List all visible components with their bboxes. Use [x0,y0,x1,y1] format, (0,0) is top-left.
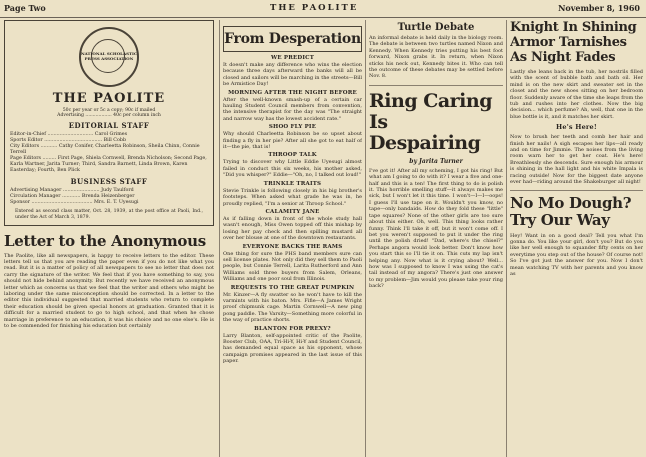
postal-entry: Entered as second class matter, Oct. 28, 1939, at the post office at Paoli, Ind., under the Act of March 3, 1879. [15,209,203,220]
advertising-rate-line: Advertising .................. 40c per column inch [57,113,161,118]
desperation-item-heading: EVERYONE BACKS THE RAMS [242,243,343,250]
desperation-item-text: As if falling down in front of the whole study hall wasn't enough, Miss Owen topped off this mishap by losing her pay check and then spilling mustard all over her blouse at one of the downtown restaurants. [223,215,362,242]
dough-headline: No Mo Dough? Try Our Way [510,193,632,229]
dough-body: Hey! Want in on a good deal? Tell you what I'm gonna do. You like your girl, don't you? But do you like her well enough to squander fifty cents on her everytime you step out of the house? Of course not! So I've got just the answer for you. Now I don't mean watching TV with her parents and you know as [510,232,643,277]
knight-headline: Knight In Shining Armor Tarnishes As Night Fades [510,20,637,65]
turtle-ring-column [369,20,503,457]
masthead-box [4,20,214,226]
desperation-column [223,20,362,457]
desperation-item-text: Larry Blanton, self-appointed critic of the Paolite, Booster Club, OAA, Tri-Hi-Y, Hi-Y and Student Council, has demanded equal space as his opponent, whose campaign promises appeared in the last issue of this paper. [223,332,362,365]
editorial-staff-entry: Editor-in-Chief .............................. Carol Grimes [10,132,128,137]
desperation-item-text: Why should Charleetta Robinson be so upset about finding a fly in her pie? After all she got to eat half of it—the pie, that is! [223,131,362,151]
press-association-seal [79,27,139,87]
subscription-line: 50c per year or 5c a copy; 90c if mailed [62,108,156,113]
desperation-item-text: Trying to discover why Little Eddie Uyesugi almost failed in conduct this six weeks, his mother asked, "Did you whisper?" Eddie—"Oh, no, I talked out loud!" [223,159,362,179]
ring-body: I've got it! After all my scheming, I got his ring! But what am I going to do with it? I wear a five and one-half and this is a ten! The first thing to do is polish it. This horrible smelling stuff—it always makes me sick, but I won't let it this time. I won't—I—I—oops! I guess I'll use tape on it. Wouldn't you know, no tape—only bandaids. How do they fold these "little" tape squares? None of the other girls are too sure about this either. Oh, well. This thing looks rather funny. Think I'll take it off, but it won't come off. I bet you weren't supposed to put it under the ring until the polish dried! "Dad, where's the chisel?" Perhaps angora would look better. Don't know how you start this so I'll tie it on. This cuts my lap isn't helping any. Now what is it crying about? Well... how was I supposed to know I was using the cat's tail instead of my angora? There's just one answer to my problem—Jim would you please take your ring back? [369,167,503,290]
section-divider [369,85,503,86]
masthead-column [4,20,214,457]
editorial-staff-heading: EDITORIAL STAFF [68,121,150,130]
page-number: Page Two [4,3,46,13]
section-divider [510,190,643,191]
anonymous-headline: Letter to the Anonymous [4,231,206,250]
turtle-headline: Turtle Debate [397,22,475,33]
desperation-item-text: After the well-known smash-up of a certain car hauling Student Council members from convention, the intensive therapist for the day was "The straight and narrow way has the lowest accident rate." [223,96,362,122]
business-staff-entry: Sponsor ........................................ Mrs. E. T. Uyesugi [10,200,139,205]
column-rule [506,20,507,457]
desperation-item-text: Mr. Kinzer—A fly swatter so he won't have to kill the varmints with his baton. Mrs. Fifie—A James Wright proof chipmunk cage. Martin Cornwell—A new ping pong paddle. The Varsity—Something more colorful in the way of practice shorts. [223,291,362,324]
turtle-body: An informal debate is held daily in the biology room. The debate is between two turtles named Nixon and Kennedy. When Kennedy tries putting his best foot forward, Nixon grabs it. In return, when Nixon sticks his neck out, Kennedy bites it. Who can tell the outcome of these debates may be settled before Nov. 8. [369,35,503,80]
desperation-item-heading: WE PREDICT [271,55,314,61]
desperation-item-text: Stevie Trinkle is following closely in his big brother's footsteps. When asked what grade he was in, he proudly replied, "I'm a senior at Throop School." [223,187,362,207]
business-staff-entry: Circulation Manager ............ Brenda Heizenberger [10,194,135,199]
desperation-item-heading: SHOO FLY PIE [268,124,317,131]
anonymous-body: The Paolite, like all newspapers, is happy to receive letters to the editor. These letters tell us that you are reading the paper even if you do not like what you read. But it is a matter of policy of all newspapers to see no letter that does not carry the signature of the writer. We feel that if you have something to say, you should not hide behind anonymity. But recently we have received an anonymous letter which as concerns us that we feel that the writer and others who might be laboring under the same misconception should be corrected. In a letter to the editor this individual suggested that married students who return to complete their education should be given special honors at graduation. Granted that it is difficult for a married student to go to high school, and that when he chose marriage in preference to an education, it was his choice and no one else's. He is to be commended for finishing his education but certainly [4,252,214,330]
ring-headline: Ring Caring Is Despairing [369,89,492,154]
knight-dough-column [510,20,643,457]
editorial-staff-entry: Page Editors ......... First Page, Shiela Cornwell, Brenda Nicholson; Second Page, Karla Wartner, Jarita Turner; Third, Sandra Barnett, Linda Brown, Karen Easterday; Fourth, Ben Plick [10,156,207,173]
desperation-item-heading: TRINKLE TRAITS [263,180,322,187]
paper-title: THE PAOLITE [270,3,359,13]
desperation-item-text: One thing for sure the PHS band members sure can sell license plates. Not only did they sell them to Paoli people, but Connie Terrell, Larita Rutherford and Ann Williams sold three buyers from Salem, Orleans, Williams and one poor soul from Illinois. [223,250,362,283]
desperation-item-heading: THROOP TALK [268,152,317,159]
desperation-item-heading: BLANTON FOR PREXY? [254,325,331,332]
editorial-staff-list [5,132,213,174]
knight-subhead: He's Here! [556,123,597,132]
seal-text: NATIONAL SCHOLASTIC PRESS ASSOCIATION [81,51,138,61]
knight-body: Lastly she leans back in the tub, her nostrils filled with the scent of bubble bath and bath oil. Her mind is on the new skirt and sweater set in the closet and the new shoes sitting on her bedroom floor. Suddenly aware of the time she leaps from the tub and rushes into her clothes. Now the big decision... which perfume? Ah, well, that one in the blue bottle is it, and it matches her skirt. [510,69,643,120]
desperation-item-text: It doesn't make any difference who wins the election because three days afterward the banks will all be closed and sailors will be marching in the streets—Bill be Armistice Day! [223,62,362,88]
editorial-staff-entry: Sports Editor ...................................... Bill Cobb [10,138,127,143]
desperation-item-heading: REQUESTS TO THE GREAT PUMPKIN [230,284,355,291]
desperation-items [223,55,362,365]
business-staff-list [5,188,213,206]
desperation-item-heading: MORNING AFTER THE NIGHT BEFORE [228,89,357,96]
business-staff-heading: BUSINESS STAFF [70,177,148,186]
desperation-item-heading: CALAMITY JANE [265,208,320,215]
desperation-headline: From Desperation [223,26,362,52]
column-rule [365,20,366,457]
knight-body-continued: Now to brush her teeth and comb her hair and finish her nails! A sigh escapes her lips—all ready and on time for Jimmie. The noises from the living room warn her to get her coat. He's here! Breathlessly she descends. Sure enough his armour is shining in the hall light and his white Impala is racing outside! Now for the biggest date anyone ever had—riding around the Shakeburger all night! [510,134,643,186]
business-staff-entry: Advertising Manager ........................ Judy Taulford [10,188,134,193]
issue-date: November 8, 1960 [558,3,640,13]
masthead-title: THE PAOLITE [52,91,166,106]
editorial-staff-entry: City Editors ........... Cathy Conifer, Charleetta Robinson, Sheila Chinn, Connie Terrell [10,144,200,155]
page-header [0,0,646,18]
column-rule [219,20,220,457]
ring-byline: by Jarita Turner [409,157,463,165]
